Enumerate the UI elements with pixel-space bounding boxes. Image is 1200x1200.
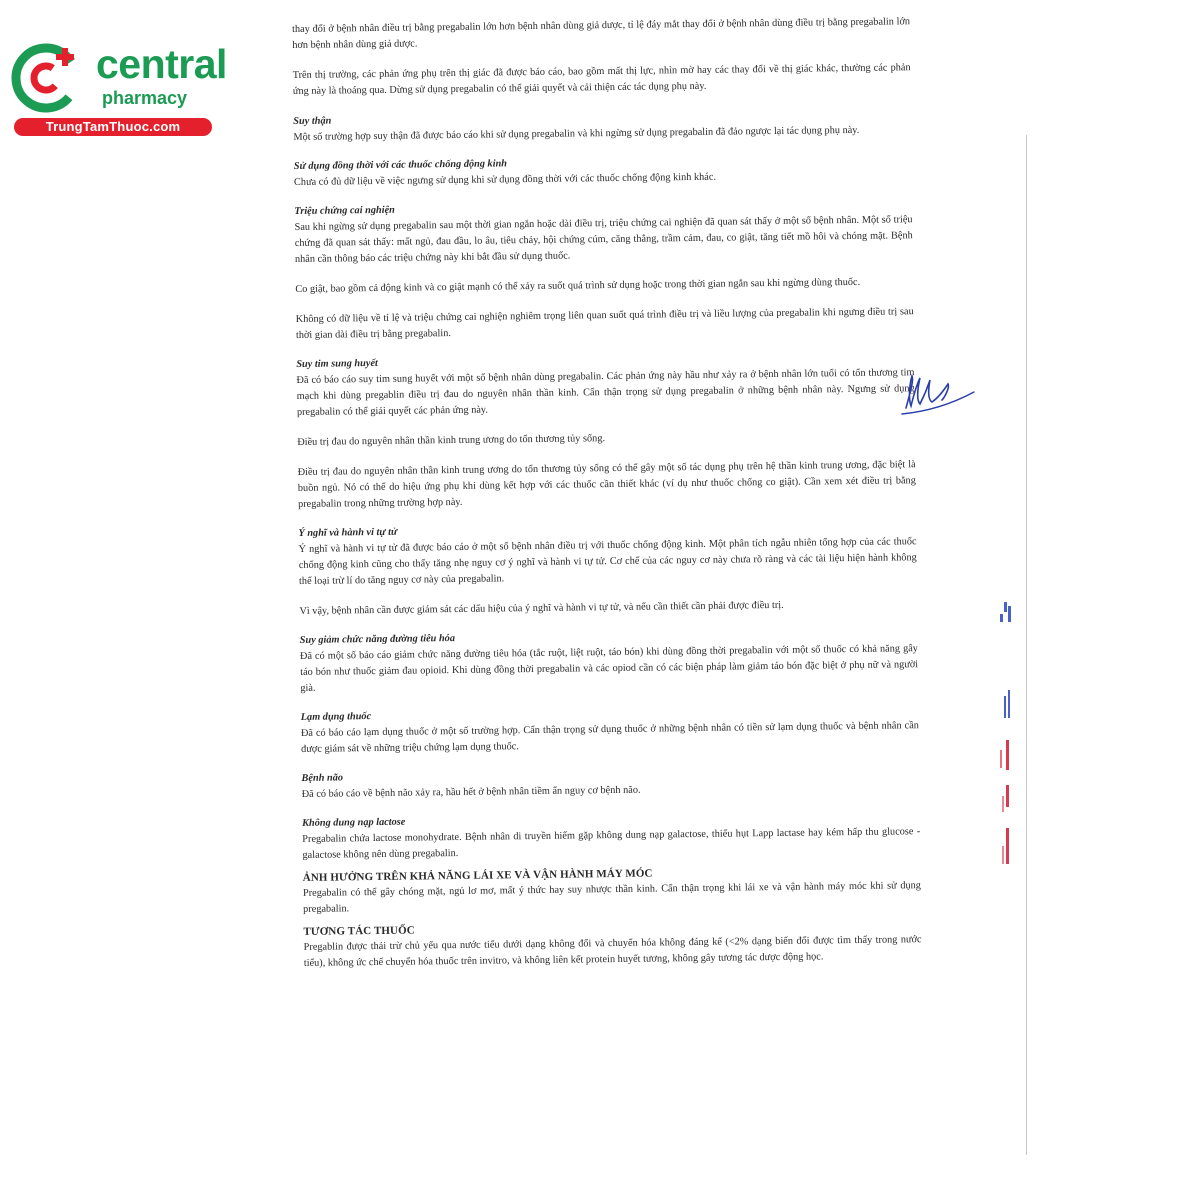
brand-logo bbox=[10, 38, 227, 138]
section-paragraph: Đã có báo cáo lạm dụng thuốc ở một số trường hợp. Cẩn thận trọng sử dụng thuốc ở những bệnh nhân có tiền sử lạm dụng thuốc và bệnh nhân cần được giám sát về những triệu chứng lạm dụng thuốc. bbox=[300, 720, 919, 755]
section-paragraph: Pregabalin có thể gây chóng mặt, ngủ lơ mơ, mất ý thức hay suy nhược thần kinh. Cẩn thận trọng khi lái xe và vận hành máy móc khi sử dụng pregabalin. bbox=[302, 880, 921, 915]
section-paragraph: Điều trị đau do nguyên nhân thần kinh trung ương do tổn thương tủy sống có thể gây một số tác dụng phụ trên hệ thần kinh trung ương, đặc biệt là buồn ngủ. Nó có thể do hiệu ứng phụ khi dùng kết hợp với các thuốc cần thiết khác (ví dụ như thuốc chống co giật). Cần xem xét điều trị bằng pregabalin trong những trường hợp này. bbox=[297, 459, 916, 510]
section-paragraph: Không có dữ liệu về tỉ lệ và triệu chứng cai nghiện nghiêm trọng liên quan suốt quá trình điều trị và liều lượng của pregabalin khi ngưng điều trị sau thời gian dài điều trị bằng pregabalin. bbox=[295, 306, 914, 341]
section-paragraph: Co giật, bao gồm cả động kinh và co giật mạnh có thể xảy ra suốt quá trình sử dụng hoặc trong thời gian ngắn sau khi ngừng dùng thuốc. bbox=[295, 276, 861, 295]
section-suy-than bbox=[293, 106, 911, 146]
section-heading: Không dung nạp lactose bbox=[302, 816, 406, 829]
section-paragraph: Chưa có đủ dữ liệu về việc ngưng sử dụng khi sử dụng đồng thời với các thuốc chống động kinh khác. bbox=[293, 171, 717, 188]
section-benh-nao bbox=[301, 763, 919, 803]
document-body bbox=[292, 14, 922, 985]
section-dong-thoi-chong-dong-kinh bbox=[294, 151, 912, 191]
section-y-nghi-hanh-vi-tu-tu bbox=[298, 518, 917, 620]
intro-paragraph: thay đổi ở bệnh nhân điều trị bằng pregabalin lớn hơn bệnh nhân dùng giả dược, tỉ lệ đáy mắt thay đổi ở bệnh nhân dùng điều trị bằng pregabalin lớn hơn bệnh nhân dùng giả dược. bbox=[292, 16, 911, 51]
section-heading: Suy tim sung huyết bbox=[296, 357, 378, 370]
central-pharmacy-logo-icon bbox=[10, 38, 90, 118]
section-heading: Triệu chứng cai nghiện bbox=[294, 204, 395, 217]
section-tuong-tac-thuoc bbox=[303, 916, 922, 972]
section-heading: Sử dụng đồng thời với các thuốc chống động kinh bbox=[293, 158, 508, 172]
section-paragraph: Đã có báo cáo suy tim sung huyết với một số bệnh nhân dùng pregabalin. Các phản ứng này hầu như xảy ra ở bệnh nhân lớn tuổi có tổn thương tim mạch khi dùng pregablin điều trị đau do nguyên nhân thần kinh. Cẩn thận trọng sử dụng pregabalin ở những bệnh nhân này. Ngưng sử dụng pregabalin có thể giải quyết các phản ứng này. bbox=[296, 367, 915, 418]
stamp-image bbox=[990, 600, 1020, 880]
section-trieu-chung-cai-nghien bbox=[294, 196, 914, 344]
section-khong-dung-nap-lactose bbox=[302, 808, 921, 864]
section-caps-heading: TƯƠNG TÁC THUỐC bbox=[303, 924, 415, 938]
section-paragraph: Pregablin được thải trừ chủ yếu qua nước tiểu dưới dạng không đổi và chuyển hóa không đáng kể (<2% dạng biến đổi được tìm thấy trong nước tiểu), không ức chế chuyển hóa thuốc trên invitro, và không liên kết protein huyết tương, không gây tương tác dược động học. bbox=[303, 934, 922, 969]
section-paragraph: Một số trường hợp suy thận đã được báo cáo khi sử dụng pregabalin và khi ngừng sử dụng pregabalin đã đảo ngược lại tác dụng phụ này. bbox=[293, 124, 860, 143]
section-paragraph: Điều trị đau do nguyên nhân thần kinh trung ương do tổn thương tủy sống. bbox=[297, 433, 606, 448]
section-paragraph: Pregabalin chứa lactose monohydrate. Bệnh nhân di truyền hiếm gặp không dung nạp galactose, thiếu hụt Lapp lactase hay kém hấp thu glucose - galactose không nên dùng pregabalin. bbox=[302, 826, 921, 861]
brand-subtitle: pharmacy bbox=[102, 88, 188, 108]
section-lai-xe-van-hanh-may-moc bbox=[303, 862, 922, 918]
section-suy-giam-tieu-hoa bbox=[300, 625, 919, 697]
brand-name: central bbox=[96, 41, 227, 87]
section-paragraph: Vì vậy, bệnh nhân cần được giám sát các dấu hiệu của ý nghĩ và hành vi tự tử, và nếu cần thiết cần phải được điều trị. bbox=[299, 599, 784, 617]
brand-url-badge: TrungTamThuoc.com bbox=[14, 118, 212, 136]
section-suy-tim-sung-huyet bbox=[296, 349, 916, 513]
section-caps-heading: ẢNH HƯỞNG TRÊN KHẢ NĂNG LÁI XE VÀ VẬN HÀNH MÁY MÓC bbox=[302, 867, 653, 884]
section-paragraph: Ý nghĩ và hành vi tự tử đã được báo cáo ở một số bệnh nhân điều trị với thuốc chống động kinh. Một phân tích ngẫu nhiên tổng hợp của các thuốc chống động kinh cũng cho thấy tăng nhẹ nguy cơ ý nghĩ và hành vi tự tử. Cơ chế của các nguy cơ này chưa rõ ràng và các tài liệu hiện hành không thể loại trừ lí do tăng nguy cơ này của pregabalin. bbox=[298, 536, 917, 587]
section-heading: Bệnh não bbox=[301, 772, 344, 784]
page-edge bbox=[1026, 135, 1027, 1155]
section-heading: Suy giảm chức năng đường tiêu hóa bbox=[299, 633, 456, 646]
signature-image bbox=[898, 368, 978, 418]
section-paragraph: Đã có báo cáo về bệnh não xảy ra, hầu hết ở bệnh nhân tiềm ẩn nguy cơ bệnh não. bbox=[301, 784, 641, 800]
section-lam-dung-thuoc bbox=[301, 702, 920, 758]
section-heading: Ý nghĩ và hành vi tự tử bbox=[298, 526, 398, 539]
section-heading: Suy thận bbox=[293, 115, 332, 127]
section-heading: Lạm dụng thuốc bbox=[300, 711, 372, 723]
intro-paragraph: Trên thị trường, các phản ứng phụ trên thị giác đã được báo cáo, bao gồm mất thị lực, nhìn mờ hay các thay đổi về thị giác khác, thường các phản ứng này là thoáng qua. Dừng sử dụng pregabalin có thể giải quyết và cải thiện các tác dụng phụ này. bbox=[292, 62, 911, 97]
section-paragraph: Đã có một số báo cáo giảm chức năng đường tiêu hóa (tắc ruột, liệt ruột, táo bón) khi dùng đồng thời pregabalin với một số thuốc có khả năng gây táo bón như thuốc giảm đau opioid. Khi dùng đồng thời pregabalin và các opiod cần có các biện pháp làm giảm táo bón đặc biệt ở phụ nữ và người già. bbox=[299, 643, 919, 694]
section-paragraph: Sau khi ngừng sử dụng pregabalin sau một thời gian ngắn hoặc dài điều trị, triệu chứng cai nghiện đã quan sát thấy ở một số bệnh nhân. Một số triệu chứng đã quan sát thấy: mất ngủ, đau đầu, lo âu, tiêu chảy, hội chứng cúm, căng thẳng, trầm cảm, đau, co giật, tăng tiết mồ hôi và chóng mặt. Bệnh nhân cần thông báo các triệu chứng này khi bắt đầu sử dụng thuốc. bbox=[294, 214, 913, 265]
